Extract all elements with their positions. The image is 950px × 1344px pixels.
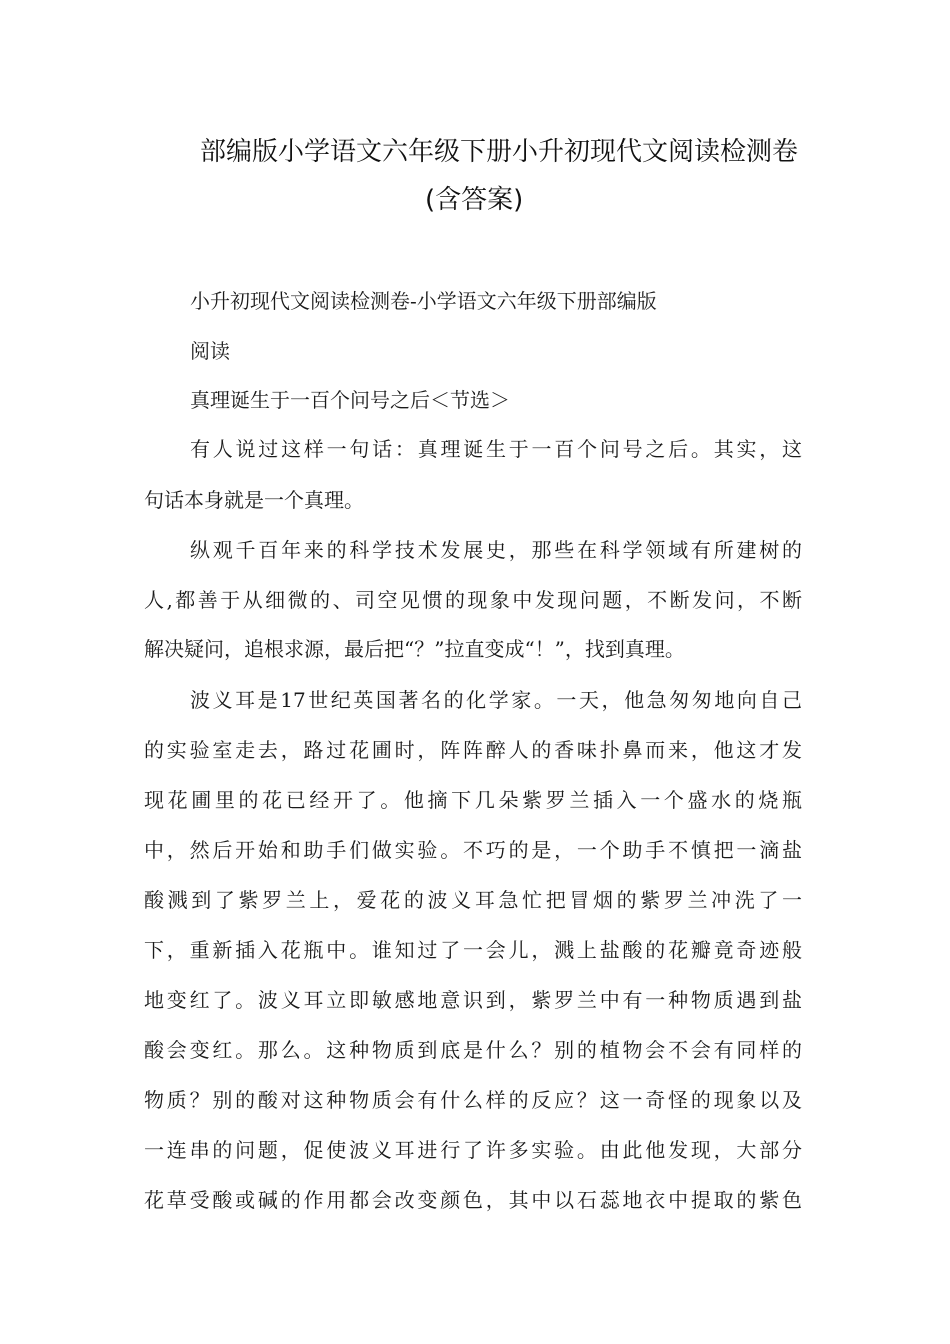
document-title-suffix: (含答案) [425,185,524,215]
paragraph-line: 地变红了。波义耳立即敏感地意识到，紫罗兰中有一种物质遇到盐 [144,988,802,1012]
paragraph-line: 酸会变红。那么。这种物质到底是什么？别的植物会不会有同样的 [144,1038,802,1062]
passage-heading: 真理诞生于一百个问号之后＜节选＞ [190,388,510,412]
subtitle: 小升初现代文阅读检测卷-小学语文六年级下册部编版 [190,289,657,313]
paragraph-line: 的实验室走去，路过花圃时，阵阵醉人的香味扑鼻而来，他这才发 [144,738,802,762]
paragraph-line: 句话本身就是一个真理。 [144,488,364,512]
paragraph-line: 解决疑问，追根求源，最后把“？”拉直变成“！”，找到真理。 [144,637,685,661]
paragraph-line: 物质？别的酸对这种物质会有什么样的反应？这一奇怪的现象以及 [144,1088,802,1112]
paragraph-line: 人,都善于从细微的、司空见惯的现象中发现问题，不断发问，不断 [144,588,802,612]
paragraph-line: 现花圃里的花已经开了。他摘下几朵紫罗兰插入一个盛水的烧瓶 [144,788,802,812]
paragraph-line: 纵观千百年来的科学技术发展史，那些在科学领域有所建树的 [190,538,802,562]
paragraph-line: 中，然后开始和助手们做实验。不巧的是，一个助手不慎把一滴盐 [144,838,802,862]
paragraph-line: 波义耳是17世纪英国著名的化学家。一天，他急匆匆地向自己 [190,688,802,712]
paragraph-line: 花草受酸或碱的作用都会改变颜色，其中以石蕊地衣中提取的紫色 [144,1188,802,1212]
section-label: 阅读 [190,339,230,363]
paragraph-line: 酸溅到了紫罗兰上，爱花的波义耳急忙把冒烟的紫罗兰冲洗了一 [144,888,802,912]
document-title: 部编版小学语文六年级下册小升初现代文阅读检测卷 [200,137,799,167]
paragraph-line: 下，重新插入花瓶中。谁知过了一会儿，溅上盐酸的花瓣竟奇迹般 [144,938,802,962]
paragraph-line: 一连串的问题，促使波义耳进行了许多实验。由此他发现，大部分 [144,1138,802,1162]
paragraph-line: 有人说过这样一句话：真理诞生于一百个问号之后。其实，这 [190,437,802,461]
